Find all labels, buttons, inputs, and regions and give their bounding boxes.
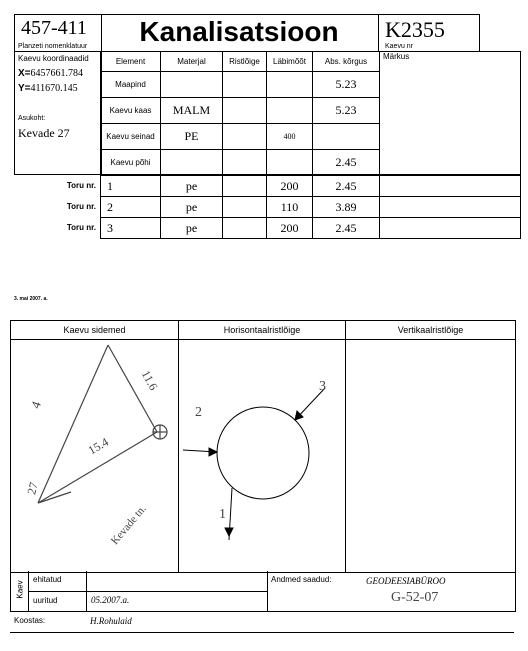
pipe-label: Toru nr. bbox=[66, 202, 96, 211]
pipe-height: 3.89 bbox=[313, 197, 380, 218]
header-notes: Märkus bbox=[380, 52, 521, 72]
data-source-label: Andmed saadud: bbox=[271, 575, 332, 584]
row-height bbox=[313, 124, 380, 150]
sketch-line-left bbox=[38, 345, 108, 503]
pipe-number: 1 bbox=[101, 176, 161, 197]
pipe-row bbox=[101, 218, 521, 239]
row-height: 2.45 bbox=[313, 150, 380, 175]
row-diameter bbox=[267, 150, 313, 175]
pipe-diameter: 200 bbox=[267, 176, 313, 197]
row-element: Kaevu kaas bbox=[101, 98, 161, 124]
y-coordinate bbox=[18, 83, 78, 94]
pipe-2-arrow-icon bbox=[209, 448, 217, 456]
nomenclature-number: 457-411 bbox=[21, 17, 87, 39]
pipe-material: pe bbox=[161, 197, 223, 218]
title-box bbox=[100, 14, 378, 52]
header-abs-height: Abs. kõrgus bbox=[313, 52, 380, 72]
nomenclature-label: Planzeti nomenklatuur bbox=[18, 43, 88, 50]
row-element: Maapind bbox=[101, 72, 161, 98]
y-prefix: Y= bbox=[18, 83, 31, 94]
date-note: 3. mai 2007. a. bbox=[14, 296, 48, 302]
footer-block bbox=[10, 571, 516, 612]
well-number-box bbox=[378, 14, 480, 52]
footer-label-divider bbox=[86, 571, 87, 611]
location-label: Asukoht: bbox=[18, 115, 46, 122]
row-diameter bbox=[267, 98, 313, 124]
pipe-1-label: 1 bbox=[219, 507, 226, 522]
pipe-notes bbox=[380, 176, 521, 197]
pipe-height: 2.45 bbox=[313, 218, 380, 239]
data-source-value: GEODEESIABÜROO bbox=[366, 576, 446, 586]
col-title-connections: Kaevu sidemed bbox=[63, 325, 126, 335]
footer-row-divider bbox=[28, 591, 268, 592]
measured-value: 05.2007.a. bbox=[91, 595, 130, 605]
row-material bbox=[161, 72, 223, 98]
row-height: 5.23 bbox=[313, 98, 380, 124]
pipe-diameter: 110 bbox=[267, 197, 313, 218]
measure-diag: 15.4 bbox=[85, 434, 111, 458]
pipe-material: pe bbox=[161, 176, 223, 197]
page-title: Kanalisatsioon bbox=[139, 16, 339, 47]
measure-bottom: 27 bbox=[24, 480, 41, 496]
header-element: Element bbox=[101, 52, 161, 72]
row-material: PE bbox=[161, 124, 223, 150]
header-material: Materjal bbox=[161, 52, 223, 72]
pipe-diameter: 200 bbox=[267, 218, 313, 239]
pipe-2-label: 2 bbox=[195, 405, 202, 420]
x-coordinate bbox=[18, 68, 83, 79]
pipe-1-arrow-icon bbox=[225, 528, 233, 536]
built-label: ehitatud bbox=[33, 575, 62, 584]
x-prefix: X= bbox=[18, 68, 31, 79]
job-number: G-52-07 bbox=[391, 590, 439, 605]
horizontal-sketch bbox=[179, 340, 345, 572]
pipe-number: 3 bbox=[101, 218, 161, 239]
table-row bbox=[101, 72, 521, 98]
col-title-vertical: Vertikaalristlõige bbox=[397, 325, 464, 335]
coordinates-label: Kaevu koordinaadid bbox=[18, 54, 89, 63]
x-value: 6457661.784 bbox=[30, 68, 84, 79]
measured-label: uuritud bbox=[33, 596, 58, 605]
well-number: K2355 bbox=[385, 17, 445, 42]
pipe-cross bbox=[223, 176, 267, 197]
measure-top: 11.6 bbox=[138, 367, 161, 393]
measure-left: 4 bbox=[27, 399, 44, 411]
row-cross bbox=[223, 72, 267, 98]
well-cross-section-circle bbox=[217, 407, 309, 499]
pipe-number: 2 bbox=[101, 197, 161, 218]
pipe-notes bbox=[380, 218, 521, 239]
row-cross bbox=[223, 150, 267, 175]
nomenclature-box bbox=[14, 14, 102, 52]
pipe-label: Toru nr. bbox=[66, 181, 96, 190]
row-material: MALM bbox=[161, 98, 223, 124]
pipe-cross bbox=[223, 197, 267, 218]
row-cross bbox=[223, 98, 267, 124]
row-element: Kaevu põhi bbox=[101, 150, 161, 175]
notes-cell bbox=[380, 72, 521, 175]
well-number-label: Kaevu nr bbox=[385, 43, 414, 50]
pipe-label: Toru nr. bbox=[66, 223, 96, 232]
element-table bbox=[100, 51, 521, 175]
row-element: Kaevu seinad bbox=[101, 124, 161, 150]
row-material bbox=[161, 150, 223, 175]
row-cross bbox=[223, 124, 267, 150]
header-cross-section: Ristlõige bbox=[223, 52, 267, 72]
pipe-3-label: 3 bbox=[319, 379, 326, 394]
sketch-col-divider-2 bbox=[345, 321, 346, 572]
pipe-notes bbox=[380, 197, 521, 218]
pipe-row bbox=[101, 176, 521, 197]
row-height: 5.23 bbox=[313, 72, 380, 98]
compiled-value: H.Rohulaid bbox=[90, 616, 132, 626]
header-diameter: Läbimõõt bbox=[267, 52, 313, 72]
sketch-frame bbox=[10, 320, 516, 573]
location-value: Kevade 27 bbox=[18, 126, 70, 140]
compiled-row bbox=[10, 612, 514, 633]
pipe-material: pe bbox=[161, 218, 223, 239]
pipe-table bbox=[100, 175, 521, 239]
col-title-horizontal: Horisontaalristlõige bbox=[223, 325, 301, 335]
y-value: 411670.145 bbox=[30, 83, 78, 94]
row-diameter: 400 bbox=[267, 124, 313, 150]
pipe-row bbox=[101, 197, 521, 218]
row-diameter bbox=[267, 72, 313, 98]
street-label: Kevade tn. bbox=[108, 502, 149, 548]
footer-side-label: Kaev bbox=[15, 580, 25, 599]
pipe-height: 2.45 bbox=[313, 176, 380, 197]
coordinates-box bbox=[14, 51, 102, 175]
footer-mid-divider bbox=[267, 571, 268, 611]
pipe-cross bbox=[223, 218, 267, 239]
compiled-label: Koostas: bbox=[14, 616, 46, 625]
